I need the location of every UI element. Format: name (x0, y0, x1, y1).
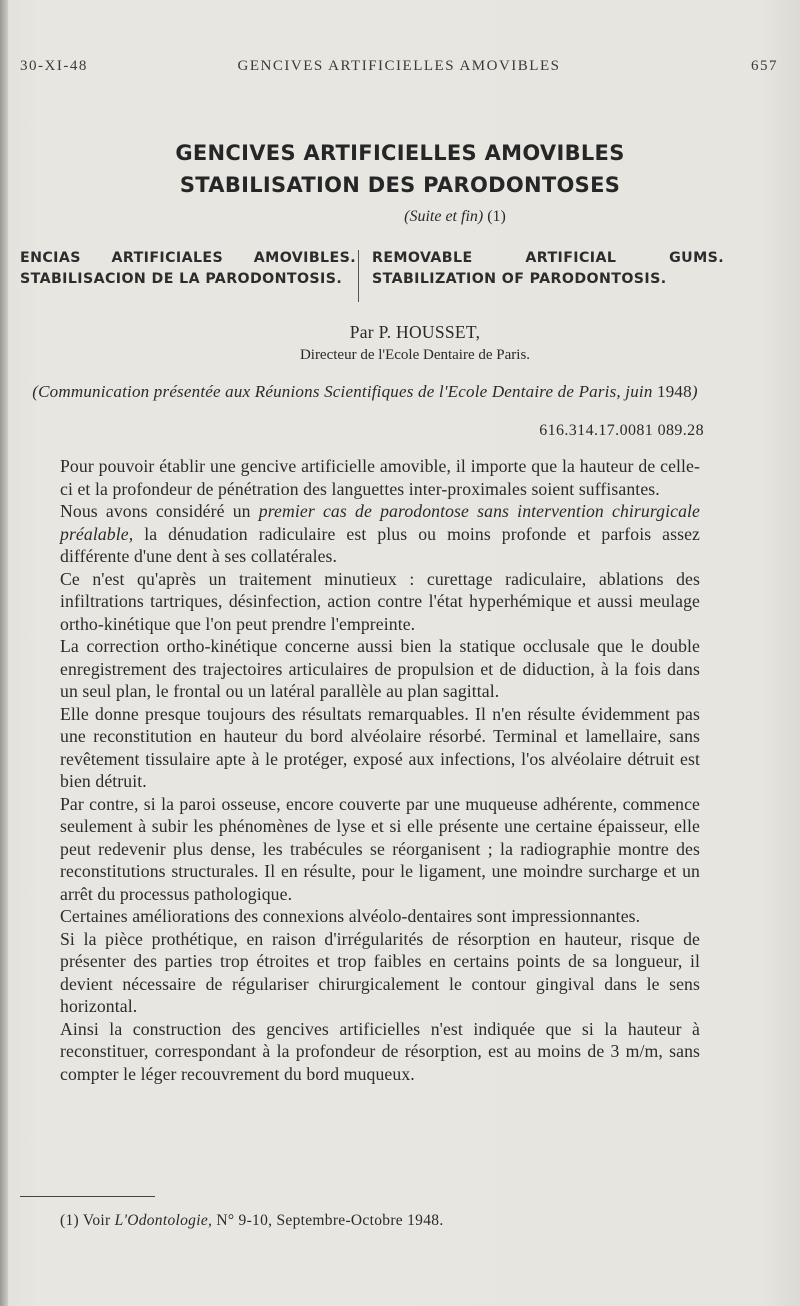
paragraph-text: Ainsi la construction des gencives artificielles n'est indiquée que si la hauteur à reconstituer, correspondant à la profondeur de résorption, est au moins de 3 m/m, sans compter le léger recouvrement du bord muqueux. (60, 1018, 700, 1084)
paragraph (60, 928, 700, 1018)
paragraph-text: La correction ortho-kinétique concerne aussi bien la statique occlusale que le double enregistrement des trajectoires articulaires de propulsion et de diduction, à la fois dans un seul plan, le frontal ou un latéral parallèle au plan sagittal. (60, 636, 700, 701)
footnote-text: (1) Voir (60, 1212, 115, 1229)
paragraph (60, 703, 700, 793)
communication-note (28, 380, 702, 403)
article-body (60, 455, 700, 1085)
paragraph-text: Pour pouvoir établir une gencive artificielle amovible, il importe que la hauteur de celle-ci et la profondeur de pénétration des languettes inter-proximales soient suffisantes. (60, 456, 700, 499)
communication-close: ) (691, 382, 698, 401)
communication-text: (Communication présentée aux Réunions Scientifiques de l'Ecole Dentaire de Paris, juin (32, 382, 653, 401)
header-date: 30-XI-48 (20, 58, 88, 74)
article-subtitle (0, 208, 800, 226)
paragraph (60, 635, 700, 703)
paragraph-text: Certaines améliorations des connexions alvéolo-dentaires sont impressionnantes. (60, 906, 641, 926)
paragraph (60, 1018, 700, 1086)
paragraph-text: Ce n'est qu'après un traitement minutieux : curettage radiculaire, ablations des infiltrations tartriques, désinfection, action contre l'état hyperhémique et aussi meulage ortho-kinétique que l'on peut prendre l'empreinte. (60, 568, 700, 634)
paragraph-text: Par contre, si la paroi osseuse, encore couverte par une muqueuse adhérente, commence seulement à subir les phénomènes de lyse et si elle présente une certaine épaisseur, elle peut redevenir plus dense, les trabécules se réorganisent ; la radiographie montre des reconstitutions structurales. Il en résulte, pour le ligament, une moindre surcharge et un arrêt du processus pathologique. (60, 793, 700, 904)
article-title-line-2: STABILISATION DES PARODONTOSES (179, 173, 621, 197)
paragraph-text: , la dénudation radiculaire est plus ou moins profonde et parfois assez différente d'une dent à ses collatérales. (60, 523, 700, 566)
article-title-line-1: GENCIVES ARTIFICIELLES AMOVIBLES (175, 141, 625, 165)
book-spine-shadow (0, 0, 8, 1306)
footnote (60, 1212, 444, 1230)
footnote-text: N° 9-10, Septembre-Octobre 1948. (212, 1212, 444, 1229)
paragraph (60, 905, 700, 928)
footnote-rule (20, 1196, 155, 1197)
column-divider (358, 250, 359, 302)
spanish-title: ENCIAS ARTIFICIALES AMOVIBLES. STABILISACION DE LA PARODONTOSIS. (20, 250, 356, 287)
paragraph-text: Si la pièce prothétique, en raison d'irrégularités de résorption en hauteur, risque de présenter des parties trop étroites et trop faibles en certains points de sa longueur, il devient nécessaire de régulariser chirurgicalement le contour gingival dans le sens horizontal. (60, 928, 700, 1016)
communication-year: 1948 (657, 382, 692, 401)
footnote-journal: L'Odontologie, (114, 1212, 213, 1229)
paragraph-text: Elle donne presque toujours des résultats remarquables. Il n'en résulte évidemment pas une reconstitution en hauteur du bord alvéolaire résorbé. Terminal et lamellaire, sans revêtement tissulaire apte à le protéger, exposé aux infections, l'os alvéolaire détruit est bien détruit. (60, 703, 700, 791)
paragraph (60, 455, 700, 500)
paragraph (60, 500, 700, 568)
paragraph (60, 568, 700, 636)
subtitle-suite: (Suite et fin) (404, 208, 484, 225)
header-running-title: GENCIVES ARTIFICIELLES AMOVIBLES (237, 58, 561, 74)
classification-code: 616.314.17.0081 089.28 (539, 422, 704, 439)
paragraph-text: Nous avons considéré un (60, 501, 259, 521)
subtitle-footnote-ref: (1) (487, 208, 506, 225)
paragraph-emphasis: premier cas de parodontose sans intervention chirurgicale préalable (60, 501, 700, 544)
running-header (20, 58, 778, 80)
paragraph (60, 793, 700, 906)
author-affiliation: Directeur de l'Ecole Dentaire de Paris. (299, 347, 531, 363)
author-byline: Par P. HOUSSET, (349, 322, 481, 342)
english-title: REMOVABLE ARTIFICIAL GUMS. STABILIZATION OF PARODONTOSIS. (372, 250, 724, 287)
header-page-number: 657 (751, 58, 778, 74)
